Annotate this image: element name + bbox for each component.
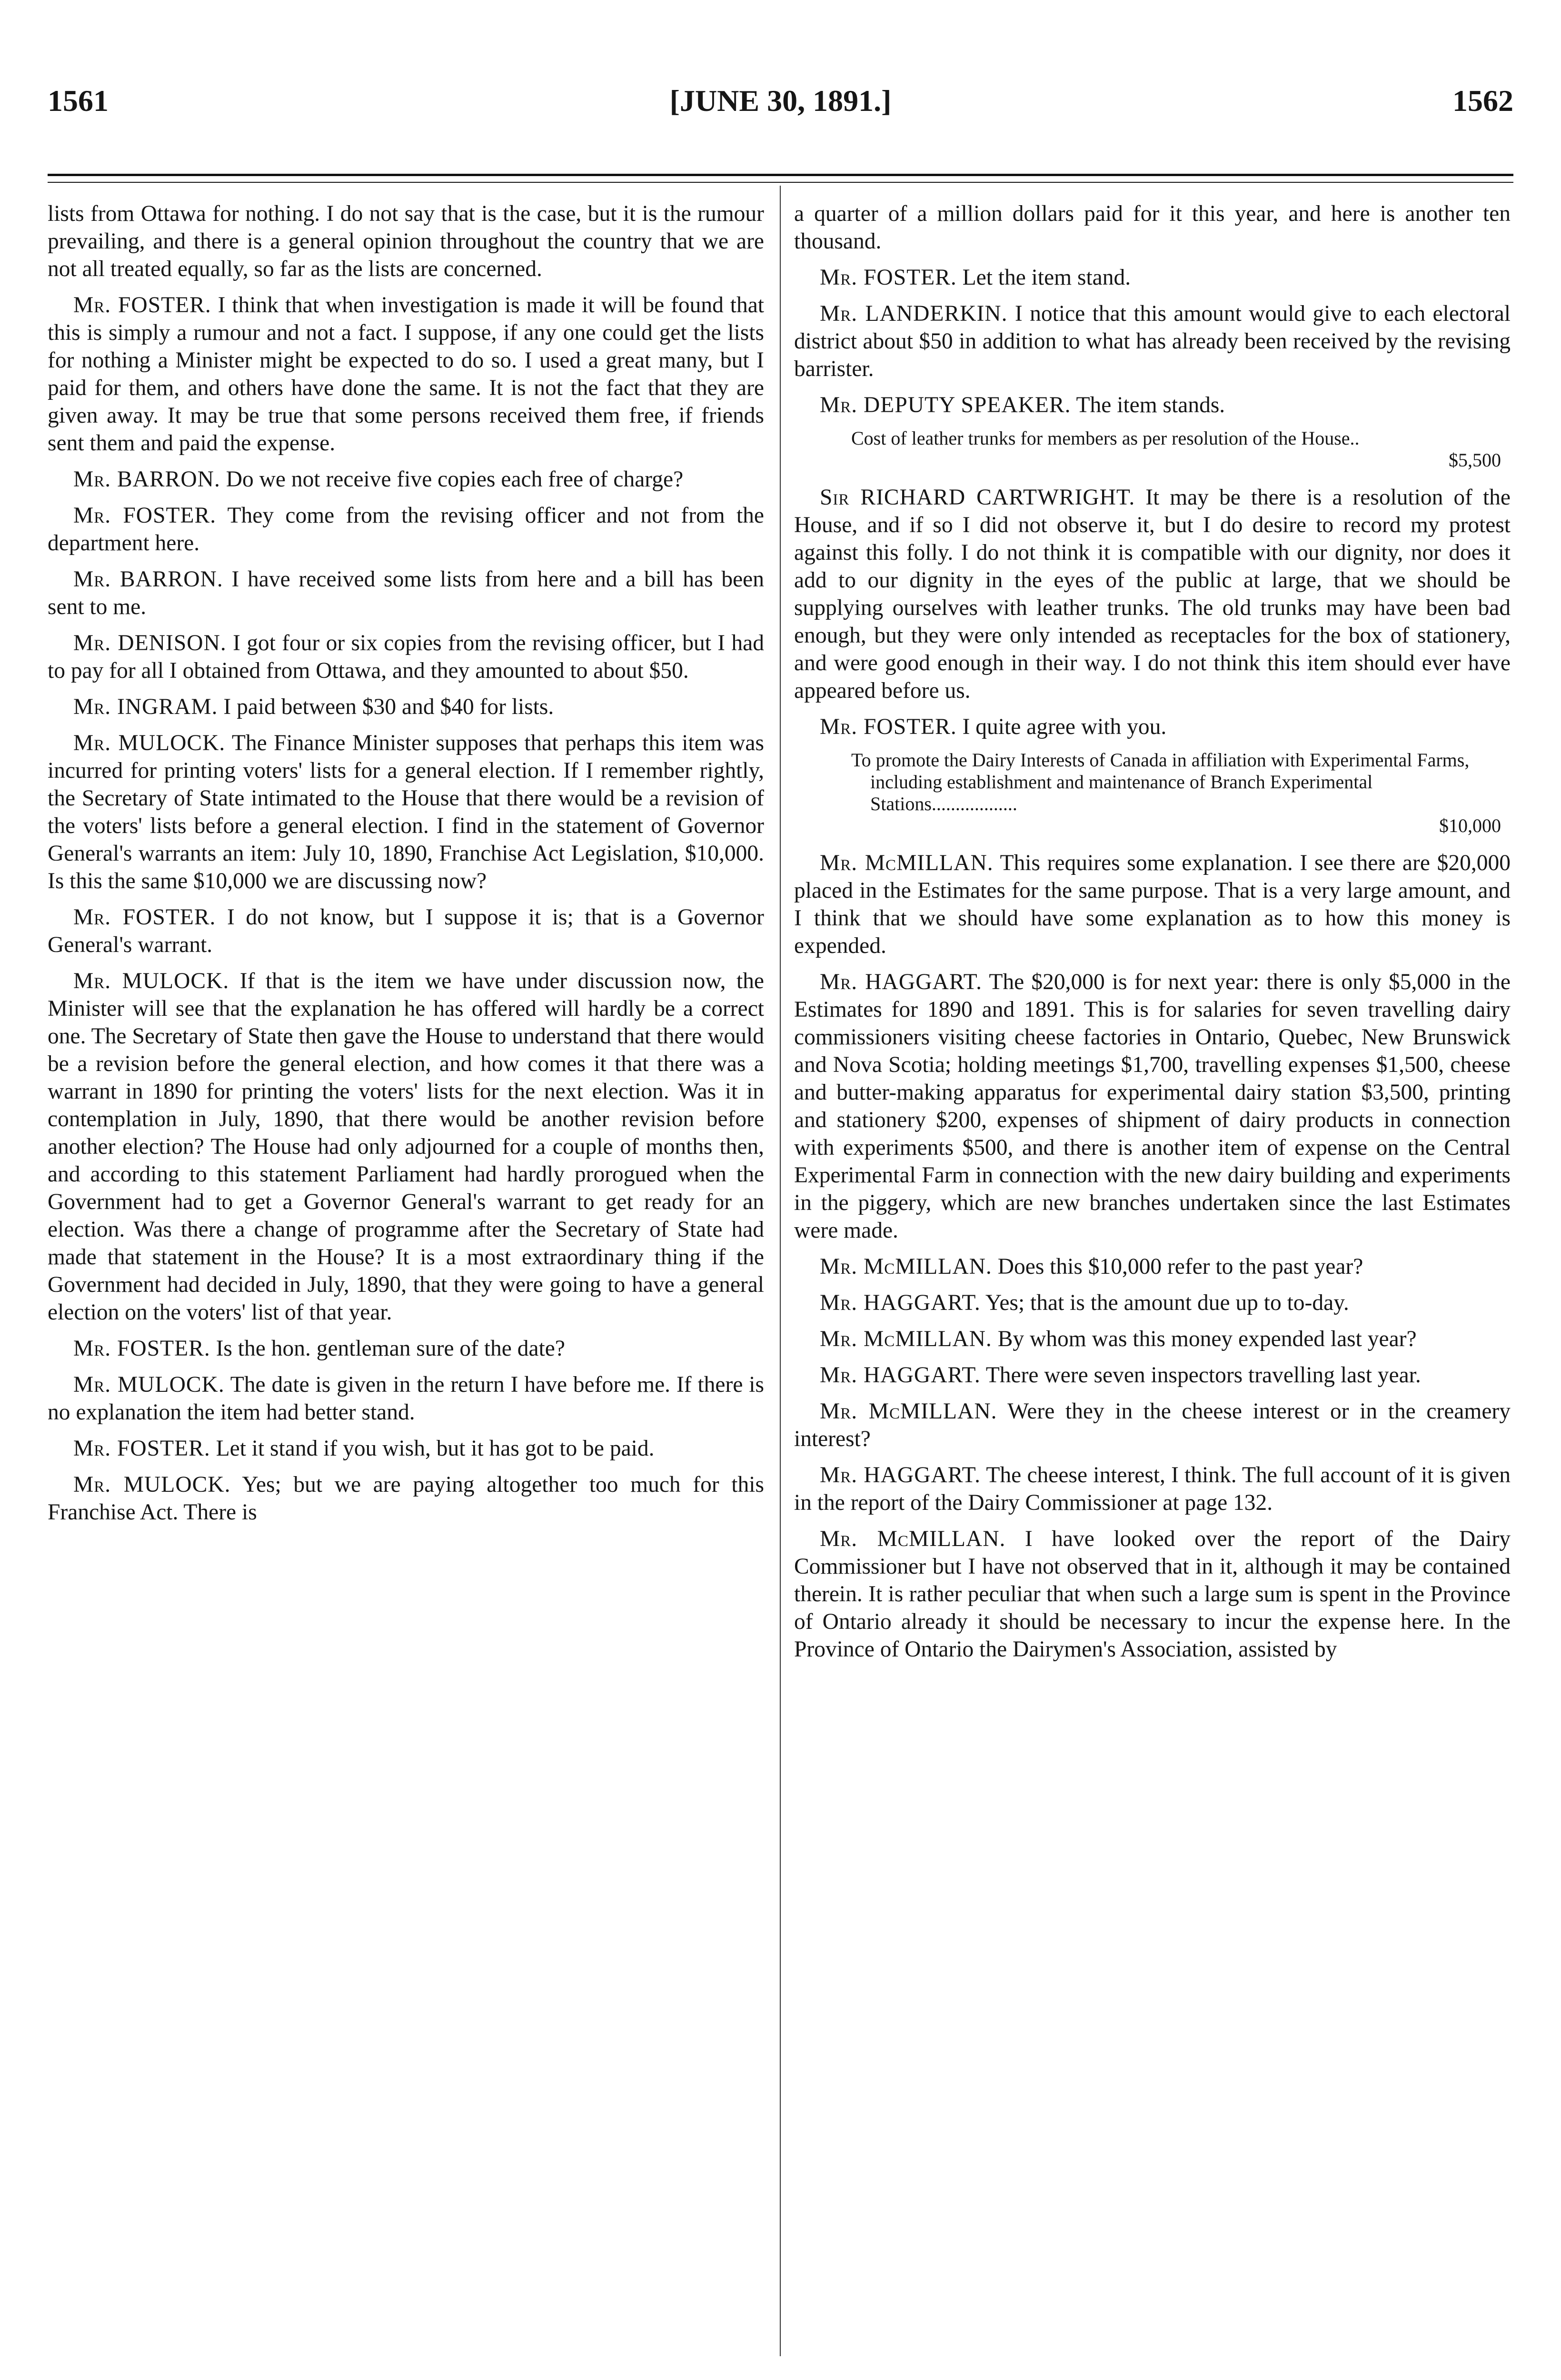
speaker-name: Mr. BARRON.	[73, 567, 223, 592]
speaker-name: Mr. FOSTER.	[73, 503, 217, 528]
paragraph-text: I quite agree with you.	[962, 714, 1167, 739]
paragraph	[48, 291, 764, 457]
paragraph-text: I have looked over the report of the Dairy Commissioner but I have not observed that in it, although it may be contained therein. It is rather peculiar that when such a large sum is spent in the Province of Ontario already it should be necessary to incur the expense here. In the Province of Ontario the Dairymen's Association, assisted by	[794, 1527, 1511, 1662]
paragraph-text: Were they in the cheese interest or in the creamery interest?	[794, 1399, 1511, 1451]
header-rule-thin	[48, 182, 1513, 183]
paragraph	[48, 1371, 764, 1426]
paragraph	[794, 200, 1511, 255]
paragraph-text: Do we not receive five copies each free of charge?	[226, 467, 684, 492]
paragraph	[794, 968, 1511, 1244]
paragraph	[48, 903, 764, 959]
paragraph	[48, 1435, 764, 1462]
paragraph	[48, 967, 764, 1326]
paragraph	[794, 1525, 1511, 1663]
speaker-name: Mr. MULOCK.	[73, 1472, 231, 1497]
estimate-item-dairy-interests	[794, 749, 1511, 837]
speaker-name: Mr. HAGGART.	[820, 1363, 981, 1388]
page-date-title: [JUNE 30, 1891.]	[669, 84, 892, 118]
paragraph	[794, 1361, 1511, 1389]
speaker-name: Mr. MULOCK.	[73, 1372, 225, 1397]
paragraph-text: There were seven inspectors travelling last year.	[985, 1363, 1421, 1388]
speaker-name: Mr. FOSTER.	[73, 1336, 210, 1361]
paragraph-text: a quarter of a million dollars paid for it this year, and here is another ten thousand.	[794, 201, 1511, 254]
paragraph-text: I have received some lists from here and a bill has been sent to me.	[48, 567, 765, 619]
paragraph-text: They come from the revising officer and not from the department here.	[48, 503, 764, 555]
paragraph	[48, 1335, 764, 1362]
paragraph-text: It may be there is a resolution of the House, and if so I did not observe it, but I do desire to record my protest against this folly. I do not think it is compatible with our dignity, nor does it add to our dignity in the eyes of the public at large, that we should be supplying ourselves with leather trunks. The old trunks may have been bad enough, but they were only intended as receptacles for the box of stationery, and were good enough in their way. I do not think this item should ever have appeared before us.	[794, 485, 1511, 703]
page-header	[48, 86, 1513, 143]
paragraph	[48, 693, 764, 721]
header-rule-thick	[48, 174, 1513, 176]
paragraph-text: Yes; that is the amount due up to to-day.	[985, 1290, 1349, 1315]
speaker-name: Mr. DEPUTY SPEAKER.	[820, 393, 1071, 417]
left-page-number: 1561	[48, 84, 109, 118]
paragraph	[794, 1461, 1511, 1517]
paragraph-text: By whom was this money expended last year?	[997, 1327, 1417, 1351]
estimate-item-text: Cost of leather trunks for members as per resolution of the House..	[851, 427, 1360, 449]
estimate-item-text: To promote the Dairy Interests of Canada in affiliation with Experimental Farms, including establishment and maintenance of Branch Experimental Stations..................	[851, 749, 1470, 814]
speaker-name: Mr. FOSTER.	[820, 265, 957, 290]
paragraph	[794, 1398, 1511, 1453]
speaker-name: Mr. HAGGART.	[820, 1290, 981, 1315]
speaker-name: Sir RICHARD CARTWRIGHT.	[820, 485, 1135, 510]
paragraph-text: Yes; but we are paying altogether too much for this Franchise Act. There is	[48, 1472, 764, 1525]
speaker-name: Mr. FOSTER.	[820, 714, 957, 739]
speaker-name: Mr. McMILLAN.	[820, 1399, 997, 1424]
speaker-name: Mr. McMILLAN.	[820, 1527, 1006, 1551]
paragraph	[794, 484, 1511, 704]
speaker-name: Mr. FOSTER.	[73, 905, 216, 930]
speaker-name: Mr. MULOCK.	[73, 969, 229, 993]
paragraph	[48, 629, 764, 684]
paragraph-text: Does this $10,000 refer to the past year?	[997, 1254, 1363, 1279]
paragraph	[794, 849, 1511, 960]
paragraph-text: I do not know, but I suppose it is; that is a Governor General's warrant.	[48, 905, 765, 957]
speaker-name: Mr. BARRON.	[73, 467, 220, 492]
paragraph	[794, 264, 1511, 291]
paragraph	[48, 466, 764, 493]
paragraph-text: The $20,000 is for next year: there is only $5,000 in the Estimates for 1890 and 1891. This is for salaries for seven travelling dairy commissioners visiting cheese factories in Ontario, Quebec, New Brunswick and Nova Scotia; holding meetings $1,700, travelling expenses $1,500, cheese and butter-making apparatus for experimental dairy station $3,500, printing and stationery $200, expenses of shipment of dairy products in connection with experiments $500, and there is another item of expense on the Central Experimental Farm in connection with the new dairy building and experiments in the piggery, which are new branches undertaken since the last Estimates were made.	[794, 970, 1511, 1243]
paragraph-text: The Finance Minister supposes that perhaps this item was incurred for printing voters' lists for a general election. If I remember rightly, the Secretary of State intimated to the House that there would be a revision of the voters' lists before a general election. I find in the statement of Governor General's warrants an item: July 10, 1890, Franchise Act Legislation, $10,000. Is this the same $10,000 we are discussing now?	[48, 731, 764, 893]
paragraph-text: If that is the item we have under discussion now, the Minister will see that the explanation he has offered will hardly be a correct one. The Secretary of State then gave the House to understand that there would be a revision before the general election, and how comes it that there was a warrant in 1890 for printing the voters' lists for the next election. Was it in contemplation in July, 1890, that there would be another revision before another election? The House had only adjourned for a couple of months then, and according to this statement Parliament had hardly prorogued when the Government had to get a Governor General's warrant to get ready for an election. Was there a change of programme after the Secretary of State had made that statement in the House? It is a most extraordinary thing if the Government had decided in July, 1890, that they were going to have a general election on the voters' list of that year.	[48, 969, 764, 1325]
speaker-name: Mr. HAGGART.	[820, 970, 983, 994]
paragraph	[48, 200, 764, 283]
paragraph-text: Let it stand if you wish, but it has got to be paid.	[216, 1436, 655, 1461]
speaker-name: Mr. McMILLAN.	[820, 851, 994, 875]
paragraph	[794, 300, 1511, 383]
paragraph	[794, 713, 1511, 741]
right-page-number: 1562	[1452, 84, 1513, 118]
paragraph-text: I paid between $30 and $40 for lists.	[223, 694, 554, 719]
paragraph-text: The cheese interest, I think. The full account of it is given in the report of the Dairy Commissioner at page 132.	[794, 1463, 1511, 1515]
paragraph-text: Let the item stand.	[962, 265, 1131, 290]
paragraph-text: The date is given in the return I have before me. If there is no explanation the item had better stand.	[48, 1372, 764, 1425]
speaker-name: Mr. MULOCK.	[73, 731, 226, 755]
paragraph	[794, 1253, 1511, 1280]
paragraph-text: This requires some explanation. I see there are $20,000 placed in the Estimates for the same purpose. That is a very large amount, and I think that we should have some explanation as to how this money is expended.	[794, 851, 1511, 958]
paragraph-text: I notice that this amount would give to each electoral district about $50 in addition to what has already been received by the revising barrister.	[794, 301, 1511, 381]
paragraph-text: I got four or six copies from the revising officer, but I had to pay for all I obtained from Ottawa, and they amounted to about $50.	[48, 631, 764, 683]
paragraph	[794, 1289, 1511, 1317]
estimate-item-leather-trunks	[794, 427, 1511, 471]
estimate-item-amount: $10,000	[1439, 815, 1501, 836]
paragraph	[794, 1325, 1511, 1353]
speaker-name: Mr. HAGGART.	[820, 1463, 981, 1488]
paragraph	[48, 502, 764, 557]
speaker-name: Mr. FOSTER.	[73, 293, 211, 317]
paragraph-text: Is the hon. gentleman sure of the date?	[216, 1336, 565, 1361]
paragraph	[48, 729, 764, 895]
speaker-name: Mr. DENISON.	[73, 631, 227, 655]
speaker-name: Mr. FOSTER.	[73, 1436, 210, 1461]
paragraph-text: The item stands.	[1076, 393, 1225, 417]
speaker-name: Mr. INGRAM.	[73, 694, 218, 719]
estimate-item-amount: $5,500	[1449, 449, 1501, 471]
paragraph	[48, 1471, 764, 1526]
paragraph	[48, 565, 764, 621]
left-column	[48, 200, 764, 1535]
speaker-name: Mr. McMILLAN.	[820, 1254, 992, 1279]
paragraph-text: I think that when investigation is made it will be found that this is simply a rumour and not a fact. I suppose, if any one could get the lists for nothing a Minister might be expected to do so. I used a great many, but I paid for them, and others have done the same. It is not the fact that they are given away. It may be true that some persons received them free, if friends sent them and paid the expense.	[48, 293, 764, 456]
right-column	[794, 200, 1511, 1672]
speaker-name: Mr. LANDERKIN.	[820, 301, 1008, 326]
speaker-name: Mr. McMILLAN.	[820, 1327, 992, 1351]
paragraph-text: lists from Ottawa for nothing. I do not say that is the case, but it is the rumour prevailing, and there is a general opinion throughout the country that we are not all treated equally, so far as the lists are concerned.	[48, 201, 764, 281]
column-divider	[780, 186, 781, 2356]
paragraph	[794, 391, 1511, 419]
